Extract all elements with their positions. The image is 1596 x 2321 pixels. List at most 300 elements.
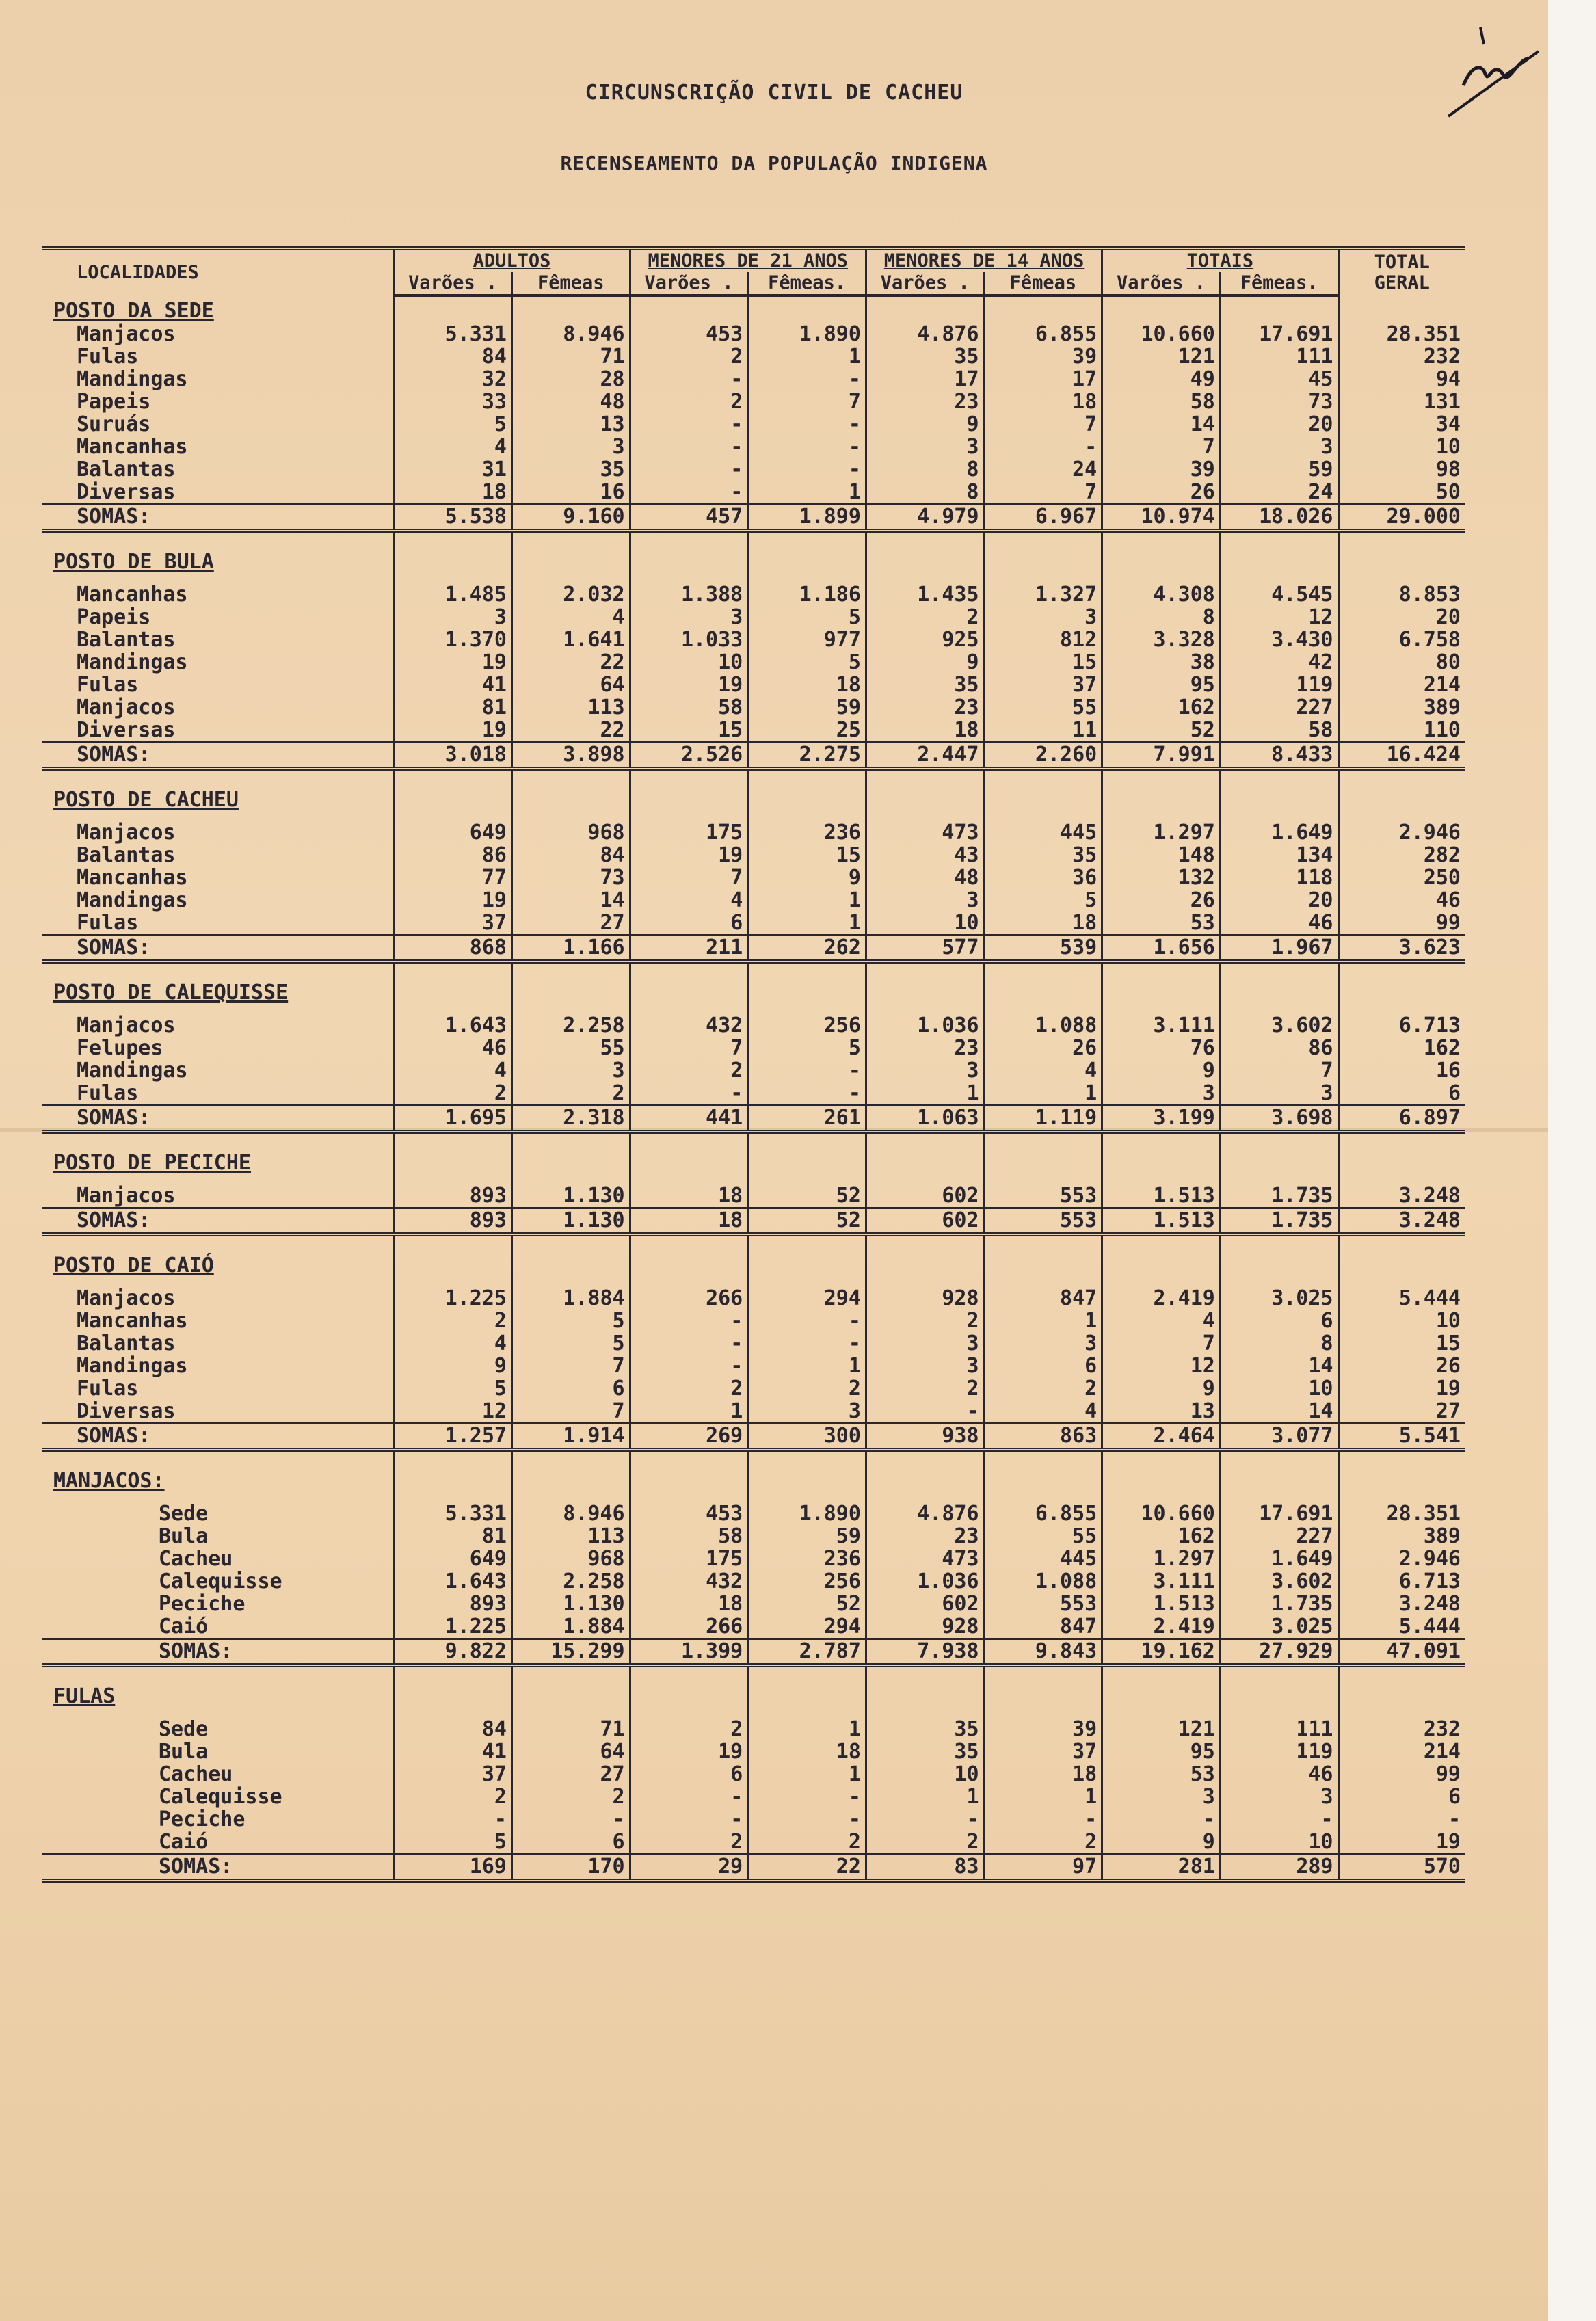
table-row [42,1332,1465,1355]
table-row [42,1310,1465,1332]
sum-cell: 1.130 [511,1208,630,1235]
value-cell: 1.036 [866,1014,984,1037]
value-cell: 968 [511,821,630,844]
empty-cell [394,1132,512,1184]
value-cell: 111 [1220,1718,1338,1740]
row-label: Mandingas [77,368,188,390]
value-cell: 12 [1102,1355,1221,1377]
header-totais: TOTAIS [1102,248,1338,272]
table-row [42,1548,1465,1570]
empty-cell [748,961,866,1014]
empty-cell [866,961,984,1014]
value-cell: 1.641 [511,628,630,651]
value-cell: 10 [630,651,748,674]
value-cell: 84 [394,345,512,368]
value-cell: 893 [394,1593,512,1615]
value-cell: 3.025 [1220,1615,1338,1639]
value-cell: 7 [1220,1059,1338,1082]
value-cell: 162 [1102,696,1221,719]
value-cell: 2 [984,1831,1102,1855]
value-cell: 2.258 [511,1014,630,1037]
sum-cell: 1.695 [394,1106,512,1132]
value-cell: 37 [394,912,512,936]
value-cell: 76 [1102,1037,1221,1059]
value-cell: 227 [1220,1525,1338,1548]
sum-cell: 4.979 [866,505,984,531]
table-row [42,1786,1465,1808]
value-cell: - [748,1310,866,1332]
sum-row [42,1855,1465,1881]
value-cell: 121 [1102,1718,1221,1740]
table-row [42,1763,1465,1786]
value-cell: 250 [1338,866,1465,889]
value-cell: 2 [866,606,984,628]
value-cell: 2 [866,1377,984,1400]
value-cell: 1 [630,1400,748,1424]
value-cell: 294 [748,1287,866,1310]
empty-cell [630,1132,748,1184]
value-cell: 3 [511,436,630,458]
value-cell: 23 [866,696,984,719]
value-cell: - [748,1332,866,1355]
value-cell: 1.297 [1102,1548,1221,1570]
value-cell: - [630,1082,748,1106]
value-cell: 58 [1102,390,1221,413]
empty-cell [1220,1450,1338,1502]
row-label: Peciche [159,1808,245,1831]
value-cell: 23 [866,1037,984,1059]
value-cell: 28.351 [1338,323,1465,345]
value-cell: 24 [1220,481,1338,505]
empty-cell [866,1450,984,1502]
value-cell: 23 [866,390,984,413]
value-cell: 1 [748,481,866,505]
table-row [42,413,1465,436]
value-cell: 5 [394,413,512,436]
value-cell: 7 [511,1400,630,1424]
table-row [42,1184,1465,1208]
empty-cell [511,1665,630,1718]
value-cell: 5 [511,1332,630,1355]
value-cell: - [748,1808,866,1831]
value-cell: 52 [1102,719,1221,743]
value-cell: 148 [1102,844,1221,866]
section-title: POSTO DE CALEQUISSE [53,981,289,1005]
empty-cell [748,1450,866,1502]
value-cell: 11 [984,719,1102,743]
section-title: POSTO DE PECICHE [53,1151,251,1175]
value-cell: 46 [1220,912,1338,936]
value-cell: 162 [1102,1525,1221,1548]
value-cell: 24 [984,458,1102,481]
empty-cell [630,295,748,323]
value-cell: 3 [1220,436,1338,458]
value-cell: 5.331 [394,1502,512,1525]
row-label: Balantas [77,628,176,651]
table-row [42,628,1465,651]
value-cell: 2.258 [511,1570,630,1593]
table-row [42,651,1465,674]
value-cell: - [630,1355,748,1377]
row-label: Cacheu [159,1548,233,1570]
value-cell: 7 [630,1037,748,1059]
section-header [42,1132,1465,1184]
value-cell: 15 [984,651,1102,674]
value-cell: - [748,368,866,390]
value-cell: 19 [630,674,748,696]
sum-cell: 6.897 [1338,1106,1465,1132]
value-cell: 5.444 [1338,1287,1465,1310]
empty-cell [866,295,984,323]
value-cell: 812 [984,628,1102,651]
table-row [42,674,1465,696]
value-cell: 1 [984,1310,1102,1332]
value-cell: 18 [984,390,1102,413]
value-cell: 6 [984,1355,1102,1377]
value-cell: 37 [984,1740,1102,1763]
value-cell: 602 [866,1184,984,1208]
value-cell: 111 [1220,345,1338,368]
value-cell: 17.691 [1220,323,1338,345]
empty-cell [1220,1234,1338,1287]
table-row [42,1014,1465,1037]
sum-label: SOMAS: [42,1639,394,1666]
value-cell: 10 [1220,1377,1338,1400]
row-label: Balantas [77,458,176,481]
value-cell: 968 [511,1548,630,1570]
sum-cell: 1.735 [1220,1208,1338,1235]
value-cell: 5.444 [1338,1615,1465,1639]
value-cell: 7 [984,413,1102,436]
empty-cell [630,1450,748,1502]
header-adultos-varoes: Varões . [394,272,512,295]
value-cell: - [748,1059,866,1082]
value-cell: - [748,1786,866,1808]
row-label: Manjacos [77,1014,176,1037]
value-cell: 649 [394,821,512,844]
sum-cell: 1.914 [511,1424,630,1450]
sum-cell: 2.787 [748,1639,866,1666]
sum-cell: 1.399 [630,1639,748,1666]
value-cell: 10.660 [1102,1502,1221,1525]
header-totais-femeas: Fêmeas. [1220,272,1338,295]
handwritten-signature [1443,21,1545,123]
empty-cell [511,1450,630,1502]
empty-cell [748,1234,866,1287]
value-cell: 389 [1338,696,1465,719]
value-cell: 10 [1220,1831,1338,1855]
value-cell: - [630,368,748,390]
sum-cell: 3.623 [1338,936,1465,962]
value-cell: 6 [511,1831,630,1855]
table-row [42,1377,1465,1400]
table-row [42,1831,1465,1855]
value-cell: 266 [630,1615,748,1639]
empty-cell [866,1132,984,1184]
value-cell: 98 [1338,458,1465,481]
empty-cell [748,1665,866,1718]
value-cell: 175 [630,821,748,844]
value-cell: 1.649 [1220,1548,1338,1570]
value-cell: 9 [748,866,866,889]
value-cell: 59 [748,696,866,719]
empty-cell [511,1132,630,1184]
value-cell: - [630,1310,748,1332]
table-row [42,912,1465,936]
row-label: Bula [159,1525,209,1548]
value-cell: 39 [984,345,1102,368]
row-label: Mancanhas [77,866,188,889]
value-cell: 119 [1220,1740,1338,1763]
value-cell: 1.130 [511,1184,630,1208]
row-label: Suruás [77,413,151,436]
value-cell: - [748,436,866,458]
sum-row [42,1208,1465,1235]
census-table [42,246,1465,1883]
value-cell: 55 [984,696,1102,719]
value-cell: 3 [866,436,984,458]
empty-cell [1338,769,1465,821]
sum-cell: 2.318 [511,1106,630,1132]
value-cell: 847 [984,1287,1102,1310]
value-cell: 118 [1220,866,1338,889]
table-row [42,368,1465,390]
empty-cell [984,531,1102,583]
value-cell: 20 [1220,413,1338,436]
row-label: Mancanhas [77,583,188,606]
value-cell: 2 [394,1310,512,1332]
value-cell: 4 [394,1059,512,1082]
value-cell: 1.225 [394,1287,512,1310]
value-cell: 38 [1102,651,1221,674]
value-cell: 22 [511,719,630,743]
value-cell: 2 [394,1786,512,1808]
value-cell: 445 [984,1548,1102,1570]
empty-cell [394,1450,512,1502]
value-cell: 26 [1102,481,1221,505]
empty-cell [1338,1665,1465,1718]
value-cell: 1.088 [984,1570,1102,1593]
value-cell: 64 [511,674,630,696]
value-cell: - [630,458,748,481]
row-label: Manjacos [77,323,176,345]
sum-cell: 1.063 [866,1106,984,1132]
value-cell: 37 [984,674,1102,696]
sum-cell: 3.698 [1220,1106,1338,1132]
empty-cell [1220,1665,1338,1718]
value-cell: 649 [394,1548,512,1570]
value-cell: 847 [984,1615,1102,1639]
value-cell: 162 [1338,1037,1465,1059]
value-cell: - [1102,1808,1221,1831]
value-cell: 3.248 [1338,1593,1465,1615]
value-cell: 4.876 [866,323,984,345]
empty-cell [1220,295,1338,323]
value-cell: 214 [1338,674,1465,696]
row-label: Manjacos [77,1184,176,1208]
value-cell: 6.713 [1338,1570,1465,1593]
empty-cell [630,769,748,821]
value-cell: 1.088 [984,1014,1102,1037]
value-cell: 1 [866,1786,984,1808]
table-row [42,1082,1465,1106]
sum-cell: 868 [394,936,512,962]
value-cell: 1.643 [394,1014,512,1037]
row-label: Calequisse [159,1570,282,1593]
value-cell: 8 [866,458,984,481]
value-cell: 35 [866,345,984,368]
row-label: Fulas [77,912,139,935]
value-cell: - [748,413,866,436]
document-subtitle: RECENSEAMENTO DA POPULAÇÃO INDIGENA [560,152,988,174]
value-cell: 453 [630,1502,748,1525]
header-m21-varoes: Varões . [630,272,748,295]
value-cell: 6 [1338,1082,1465,1106]
table-row [42,1718,1465,1740]
section-header [42,1450,1465,1502]
section-header [42,961,1465,1014]
value-cell: 6 [511,1377,630,1400]
table-row [42,696,1465,719]
empty-cell [1102,1450,1221,1502]
value-cell: 928 [866,1615,984,1639]
value-cell: 19 [394,651,512,674]
value-cell: 19 [1338,1831,1465,1855]
value-cell: 893 [394,1184,512,1208]
value-cell: 6.713 [1338,1014,1465,1037]
value-cell: - [1338,1808,1465,1831]
table-row [42,390,1465,413]
value-cell: 1.036 [866,1570,984,1593]
value-cell: 13 [511,413,630,436]
empty-cell [866,531,984,583]
value-cell: 5 [748,651,866,674]
row-label: Caió [159,1615,209,1639]
value-cell: 4 [394,436,512,458]
empty-cell [1102,961,1221,1014]
value-cell: 46 [1220,1763,1338,1786]
header-adultos-femeas: Fêmeas [511,272,630,295]
sum-label: SOMAS: [42,505,394,531]
value-cell: 6 [1338,1786,1465,1808]
value-cell: 113 [511,1525,630,1548]
sum-cell: 5.541 [1338,1424,1465,1450]
table-row [42,345,1465,368]
empty-cell [1102,295,1221,323]
value-cell: 1.649 [1220,821,1338,844]
value-cell: 36 [984,866,1102,889]
value-cell: 41 [394,674,512,696]
value-cell: 3.248 [1338,1184,1465,1208]
sum-label: SOMAS: [42,1424,394,1450]
value-cell: 18 [630,1184,748,1208]
value-cell: 925 [866,628,984,651]
row-label: Manjacos [77,696,176,719]
header-menores-14: MENORES DE 14 ANOS [866,248,1102,272]
row-label: Cacheu [159,1763,233,1786]
empty-cell [1338,1234,1465,1287]
row-label: Mandingas [77,1355,188,1377]
value-cell: 5 [511,1310,630,1332]
value-cell: 18 [630,1593,748,1615]
empty-cell [1102,1234,1221,1287]
sum-cell: 577 [866,936,984,962]
value-cell: 2 [394,1082,512,1106]
value-cell: 256 [748,1014,866,1037]
value-cell: 5 [394,1831,512,1855]
value-cell: 26 [1102,889,1221,912]
value-cell: 7 [1102,1332,1221,1355]
value-cell: 25 [748,719,866,743]
value-cell: 55 [511,1037,630,1059]
value-cell: 214 [1338,1740,1465,1763]
value-cell: 4 [511,606,630,628]
sum-cell: 16.424 [1338,743,1465,769]
value-cell: 27 [511,912,630,936]
value-cell: - [630,413,748,436]
value-cell: - [866,1400,984,1424]
value-cell: 236 [748,821,866,844]
table-row [42,1593,1465,1615]
value-cell: 928 [866,1287,984,1310]
value-cell: 1.370 [394,628,512,651]
sum-cell: 863 [984,1424,1102,1450]
table-row [42,889,1465,912]
header-m14-varoes: Varões . [866,272,984,295]
value-cell: 14 [1220,1400,1338,1424]
sum-cell: 553 [984,1208,1102,1235]
section-header [42,769,1465,821]
value-cell: 3.025 [1220,1287,1338,1310]
value-cell: 28.351 [1338,1502,1465,1525]
value-cell: 3 [866,1355,984,1377]
value-cell: 3.328 [1102,628,1221,651]
value-cell: 2 [984,1377,1102,1400]
value-cell: 110 [1338,719,1465,743]
row-label: Manjacos [77,821,176,844]
value-cell: 50 [1338,481,1465,505]
section-header [42,1234,1465,1287]
value-cell: 389 [1338,1525,1465,1548]
value-cell: 1.513 [1102,1593,1221,1615]
value-cell: 3.430 [1220,628,1338,651]
value-cell: 1 [748,1718,866,1740]
sum-cell: 570 [1338,1855,1465,1881]
sum-cell: 52 [748,1208,866,1235]
row-label: Mandingas [77,651,188,674]
value-cell: 3.602 [1220,1570,1338,1593]
value-cell: 9 [394,1355,512,1377]
census-table-wrapper [42,246,1465,1883]
empty-cell [630,1234,748,1287]
table-row [42,1037,1465,1059]
value-cell: 18 [748,674,866,696]
value-cell: 31 [394,458,512,481]
value-cell: 1 [748,889,866,912]
sum-cell: 300 [748,1424,866,1450]
section-title: POSTO DE CAIÓ [53,1254,214,1277]
value-cell: 3 [866,1059,984,1082]
table-row [42,458,1465,481]
section-title: FULAS [53,1684,116,1708]
value-cell: 1.735 [1220,1593,1338,1615]
empty-cell [1102,769,1221,821]
value-cell: 1 [984,1786,1102,1808]
value-cell: - [630,1808,748,1831]
row-label: Fulas [77,1377,139,1400]
value-cell: 6.855 [984,323,1102,345]
row-label: Sede [159,1718,209,1740]
